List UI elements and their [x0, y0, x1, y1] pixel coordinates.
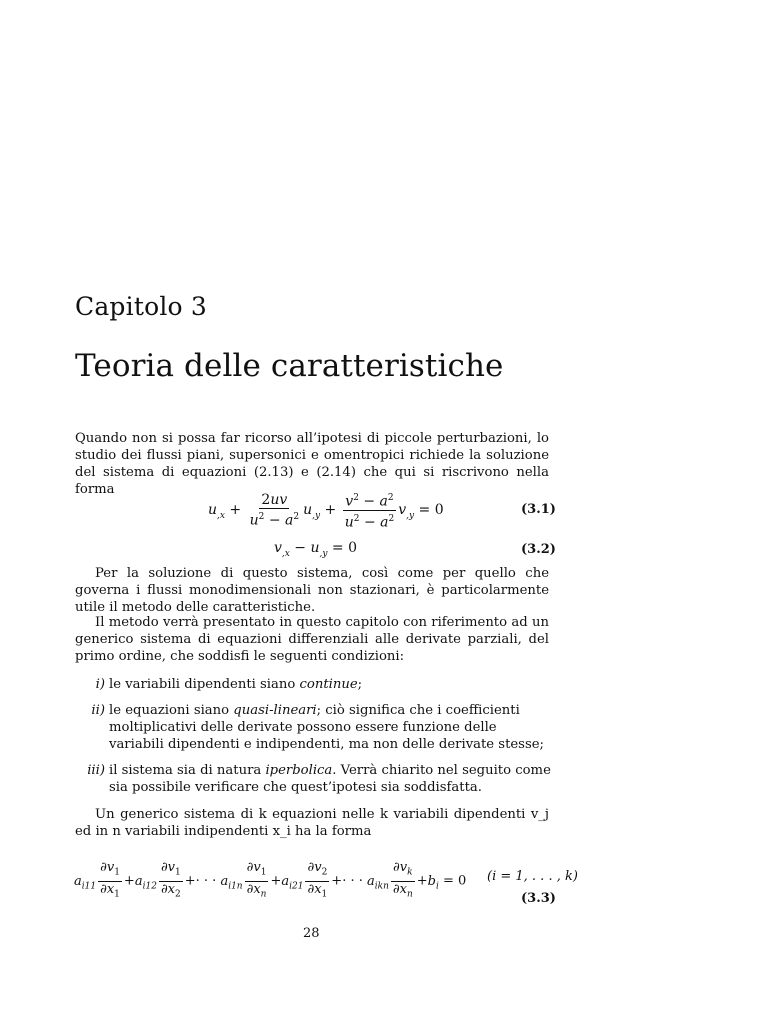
chapter-label: Capitolo 3	[75, 292, 208, 321]
intro-paragraph: Quando non si possa far ricorso all’ipotesi di piccole perturbazioni, lo studio dei flussi piani, supersonici e omentropici richiede la soluzione del sistema di equazioni (2.13) e (2.14) che qui si riscrivono nella forma	[75, 431, 549, 497]
condition-text: il sistema sia di natura iperbolica. Verrà chiarito nel seguito come sia possibile verificare che quest’ipotesi sia soddisfatta.	[109, 763, 551, 795]
condition-text: le equazioni siano quasi-lineari; ciò significa che i coefficienti moltiplicativi delle derivate possono essere funzione delle variabili dipendenti e indipendenti, ma non delle derivate stesse;	[109, 703, 544, 752]
equation-number: (3.2)	[521, 542, 556, 557]
paragraph-solution-method: Per la soluzione di questo sistema, così come per quello che governa i flussi monodimensionali non stazionari, è particolarmente utile il metodo delle caratteristiche.	[75, 566, 549, 615]
paragraph-general-system: Un generico sistema di k equazioni nelle k variabili dipendenti v_j ed in n variabili indipendenti x_i ha la forma	[75, 807, 549, 839]
condition-label: iii)	[87, 763, 105, 778]
condition-label: ii)	[91, 703, 105, 718]
equation-3-2: $v_{,x} - u_{,y} = 0$	[274, 540, 358, 559]
chapter-title: Teoria delle caratteristiche	[75, 348, 504, 384]
equation-number: (3.3)	[521, 891, 556, 906]
equation-3-3: $a_{i11}$ $\frac{\partial v_1}{\partial x_1}$ $+a_{i12}$ $\frac{\partial v_1}{\partial x_2}$ +· · · $a_{i1n}$ $\frac{\partial v_1}{\partial x_n}$ $+a_{i21}$ $\frac{\partial v_2}{\partial x_1}$ +· · · $a_{ikn}$ $\frac{\partial v_k}{\partial x_n}$ $+b_i = 0$	[74, 860, 467, 900]
page-number: 28	[303, 926, 320, 941]
condition-text: le variabili dipendenti siano continue;	[109, 677, 363, 692]
equation-range: (i = 1, . . . , k)	[487, 869, 578, 884]
equation-3-1: $u_{,x}$ + $\frac{2uv}{u^2 - a^2}$ $u_{,y}$ + $\frac{v^2 - a^2}{u^2 - a^2}$ $v_{,y} = 0$	[208, 491, 444, 531]
condition-label: i)	[95, 677, 105, 692]
paragraph-method-intro: Il metodo verrà presentato in questo capitolo con riferimento ad un generico sistema di equazioni differenziali alle derivate parziali, del primo ordine, che soddisfi le seguenti condizioni:	[75, 615, 549, 664]
equation-number: (3.1)	[521, 502, 556, 517]
